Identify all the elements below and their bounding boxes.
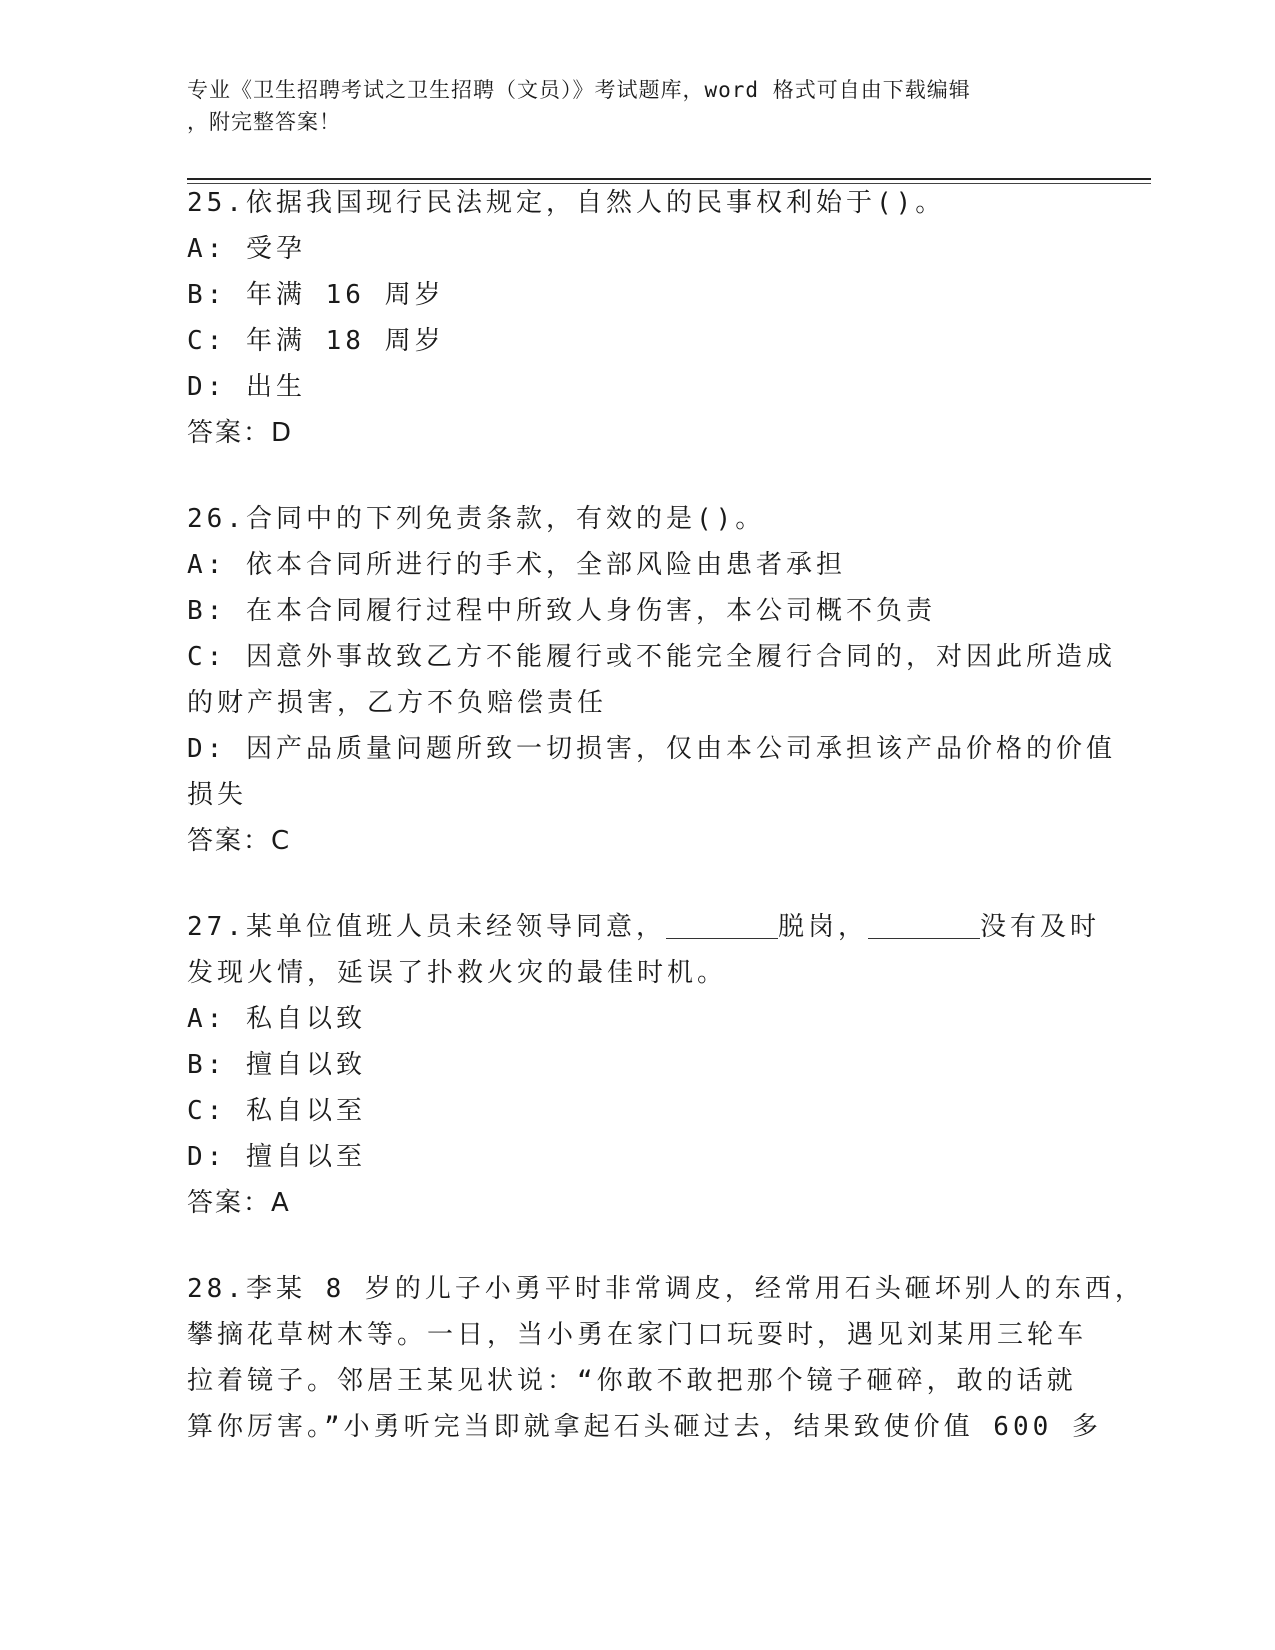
question-27 xyxy=(187,904,1100,1226)
question-26 xyxy=(187,496,1116,864)
document-header xyxy=(187,74,1087,138)
option-b: B: 年满 16 周岁 xyxy=(187,280,445,310)
option-b: B: 擅自以致 xyxy=(187,1050,366,1080)
option-d: D: 因产品质量问题所致一切损害，仅由本公司承担该产品价格的价值 xyxy=(187,734,1116,764)
question-stem: 28.李某 8 岁的儿子小勇平时非常调皮，经常用石头砸坏别人的东西， xyxy=(187,1274,1145,1304)
option-d: D: 擅自以至 xyxy=(187,1142,366,1172)
question-stem: 25.依据我国现行民法规定，自然人的民事权利始于()。 xyxy=(187,188,946,218)
option-a: A: 依本合同所进行的手术，全部风险由患者承担 xyxy=(187,550,846,580)
answer: 答案：C xyxy=(187,826,292,856)
question-stem: 26.合同中的下列免责条款，有效的是()。 xyxy=(187,504,766,534)
question-25 xyxy=(187,180,1067,456)
option-a: A: 受孕 xyxy=(187,234,306,264)
header-line-1: 专业《卫生招聘考试之卫生招聘（文员）》考试题库，word 格式可自由下载编辑 xyxy=(187,78,971,102)
question-stem-line-3: 拉着镜子。邻居王某见状说：“你敢不敢把那个镜子砸碎，敢的话就 xyxy=(187,1366,1077,1396)
question-stem-line-2: 攀摘花草树木等。一日，当小勇在家门口玩耍时，遇见刘某用三轮车 xyxy=(187,1320,1088,1350)
header-line-2: ，附完整答案！ xyxy=(187,110,341,134)
option-d-continued: 损失 xyxy=(187,780,248,810)
option-c-continued: 的财产损害，乙方不负赔偿责任 xyxy=(187,688,608,718)
option-b: B: 在本合同履行过程中所致人身伤害，本公司概不负责 xyxy=(187,596,936,626)
answer: 答案：D xyxy=(187,418,294,448)
question-stem-continued: 发现火情，延误了扑救火灾的最佳时机。 xyxy=(187,958,728,988)
question-28 xyxy=(187,1266,1145,1450)
option-d: D: 出生 xyxy=(187,372,306,402)
option-c: C: 因意外事故致乙方不能履行或不能完全履行合同的，对因此所造成 xyxy=(187,642,1116,672)
answer: 答案：A xyxy=(187,1188,291,1218)
stem-part-3: 没有及时 xyxy=(979,912,1100,942)
question-stem xyxy=(187,904,1100,950)
option-c: C: 年满 18 周岁 xyxy=(187,326,445,356)
question-stem-line-4: 算你厉害。”小勇听完当即就拿起石头砸过去，结果致使价值 600 多 xyxy=(187,1412,1102,1442)
fill-blank-2 xyxy=(868,908,980,939)
option-c: C: 私自以至 xyxy=(187,1096,366,1126)
fill-blank-1 xyxy=(666,908,778,939)
option-a: A: 私自以致 xyxy=(187,1004,366,1034)
stem-part-2: 脱岗， xyxy=(777,912,868,942)
stem-part-1: 27.某单位值班人员未经领导同意， xyxy=(187,912,666,942)
